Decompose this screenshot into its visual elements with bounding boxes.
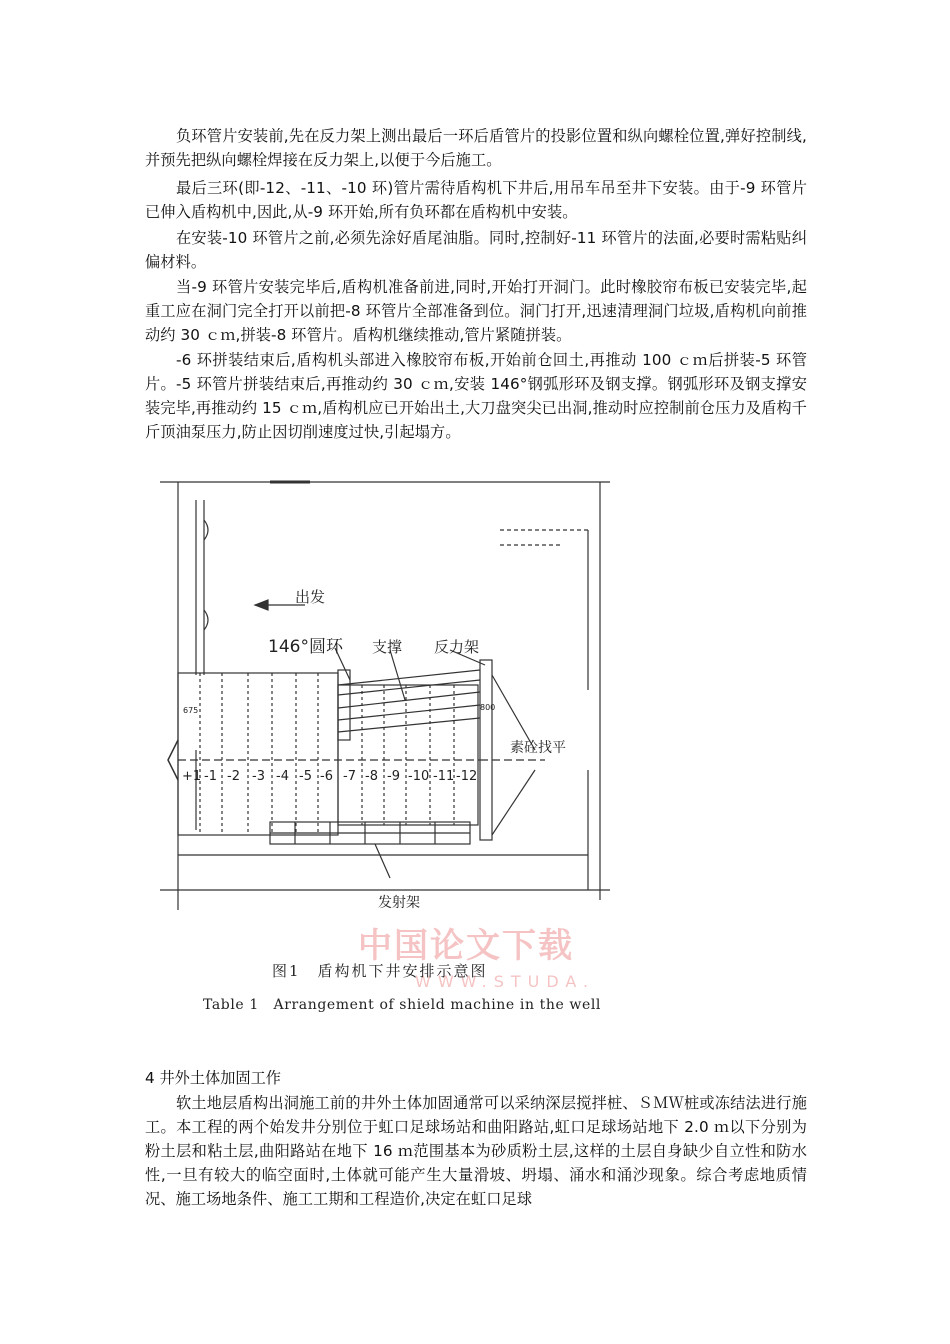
ring-label: -6 bbox=[320, 769, 333, 784]
label-ring: 146°圆环 bbox=[268, 637, 343, 657]
paragraph-3: 在安装-10 环管片之前,必须先涂好盾尾油脂。同时,控制好-11 环管片的法面,必要时需粘贴纠偏材料。 bbox=[145, 229, 807, 271]
ring-label: -1 bbox=[204, 769, 217, 784]
watermark-cn: 中国论文下载 bbox=[358, 926, 574, 966]
ring-label: +1 bbox=[182, 769, 202, 784]
ring-label: -4 bbox=[276, 769, 289, 784]
ring-label: -2 bbox=[227, 769, 240, 784]
section-paragraph: 软土地层盾构出洞施工前的井外土体加固通常可以采纳深层搅拌桩、ＳＭＷ桩或冻结法进行施工。本工程的两个始发井分别位于虹口足球场站和曲阳路站,虹口足球场站地下 2.0 ｍ以下分别为粉土层和粘土层,曲阳路站在地下 16 ｍ范围基本为砂质粉土层,这样的土层自身缺少自立性和防水性,一旦有较大的临空面时,土体就可能产生大量滑坡、坍塌、涌水和涌沙现象。综合考虑地质情况、施工场地条件、施工工期和工程造价,决定在虹口足球 bbox=[145, 1094, 807, 1208]
paragraph-1: 负环管片安装前,先在反力架上测出最后一环后盾管片的投影位置和纵向螺栓位置,弹好控制线,并预先把纵向螺栓焊接在反力架上,以便于今后施工。 bbox=[145, 127, 807, 169]
ring-label: -7 bbox=[343, 769, 356, 784]
watermark-en: WWW.STUDA. bbox=[415, 972, 596, 991]
reaction-frame bbox=[480, 660, 492, 840]
ring-label: -10 bbox=[408, 769, 430, 784]
paragraph-2: 最后三环(即-12、-11、-10 环)管片需待盾构机下井后,用吊车吊至井下安装。由于-9 环管片已伸入盾构机中,因此,从-9 环开始,所有负环都在盾构机中安装。 bbox=[145, 179, 807, 221]
ring-label: -3 bbox=[252, 769, 265, 784]
diagram-svg bbox=[150, 470, 620, 920]
figure-caption-en: Table 1 Arrangement of shield machine in the well bbox=[203, 997, 602, 1013]
shield-machine-diagram bbox=[150, 470, 620, 920]
label-reaction-frame: 反力架 bbox=[434, 638, 480, 656]
figure-caption-cn: 图1 盾构机下井安排示意图 bbox=[272, 962, 488, 980]
paragraph-4: 当-9 环管片安装完毕后,盾构机准备前进,同时,开始打开洞门。此时橡胶帘布板已安装完毕,起重工应在洞门完全打开以前把-8 环管片全部准备到位。洞门打开,迅速清理洞门垃圾,盾构机向前推动约 30 ｃｍ,拼装-8 环管片。盾构机继续推动,管片紧随拼装。 bbox=[145, 278, 807, 344]
label-dim-right: 800 bbox=[480, 703, 496, 712]
ring-label: -12 bbox=[456, 769, 478, 784]
ring-label: -5 bbox=[299, 769, 312, 784]
ring-label: -11 bbox=[433, 769, 455, 784]
paragraph-5: -6 环拼装结束后,盾构机头部进入橡胶帘布板,开始前仓回土,再推动 100 ｃｍ后拼装-5 环管片。-5 环管片拼装结束后,再推动约 30 ｃｍ,安装 146°钢弧形环及钢支撑。钢弧形环及钢支撑安装完毕,再推动约 15 ｃｍ,盾构机应已开始出土,大刀盘突尖已出洞,推动时应控制前仓压力及盾构千斤顶油泵压力,防止因切削速度过快,引起塌方。 bbox=[145, 351, 807, 441]
section-heading: 4 井外土体加固工作 bbox=[145, 1069, 281, 1087]
label-dim-left: 675 bbox=[183, 706, 199, 715]
label-support: 支撑 bbox=[372, 638, 403, 656]
label-direction: 出发 bbox=[295, 588, 326, 606]
label-launch-frame: 发射架 bbox=[378, 895, 420, 911]
ring-label: -8 bbox=[365, 769, 378, 784]
shield-body bbox=[178, 673, 338, 835]
ring-label: -9 bbox=[387, 769, 400, 784]
label-axis: 素砼找平 bbox=[510, 740, 566, 756]
